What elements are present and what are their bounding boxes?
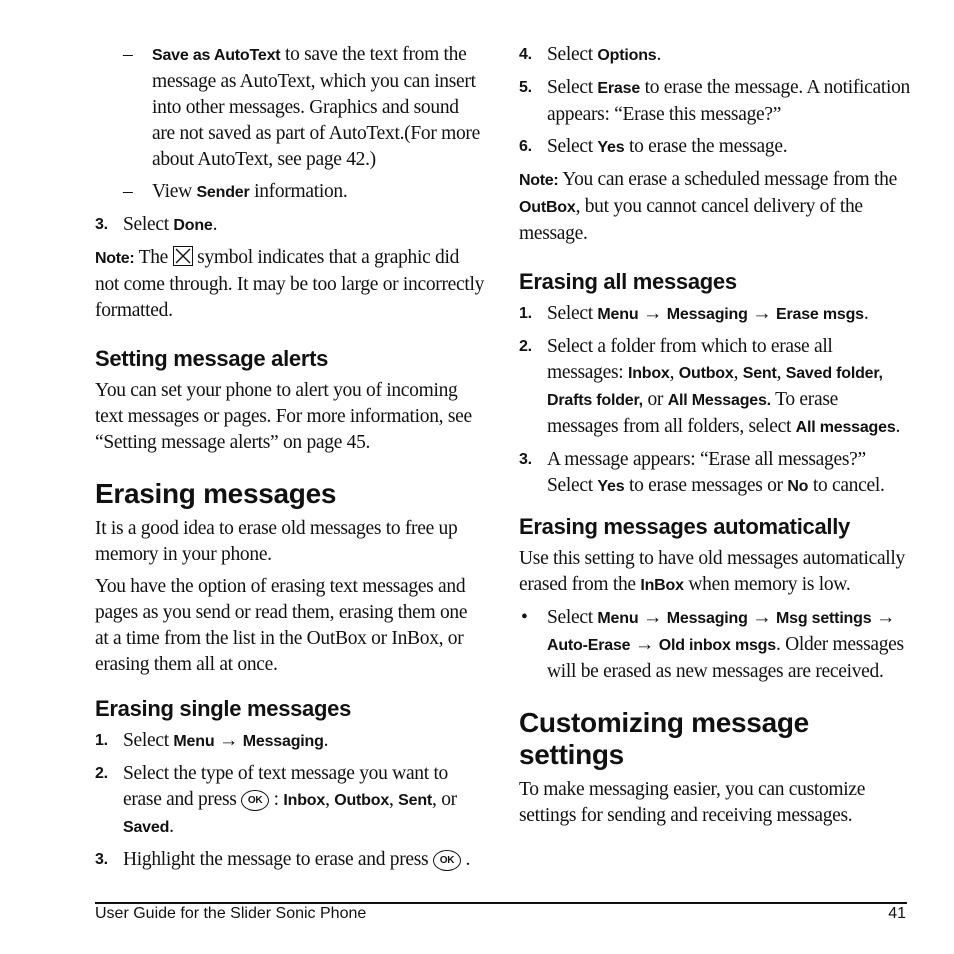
all-step-2	[519, 334, 911, 441]
messaging-label: Messaging	[242, 733, 324, 750]
step-pre: Highlight the message to erase and press	[123, 849, 433, 870]
saved-label: Saved	[123, 819, 170, 836]
options-label: Options	[597, 47, 657, 64]
save-as-autotext-label: Save as AutoText	[152, 47, 281, 64]
step-pre: Select	[547, 136, 598, 157]
all-messages-label: All Messages.	[667, 392, 771, 409]
note-scheduled-message	[519, 167, 911, 247]
note-missing-graphic	[95, 245, 485, 324]
step-number: 3.	[95, 216, 108, 233]
all-step-1	[519, 301, 911, 328]
note-label: Note:	[95, 250, 135, 267]
customizing-text: To make messaging easier, you can customize settings for sending and receiving messages.	[519, 779, 866, 826]
menu-label: Menu	[597, 306, 639, 323]
sent-label: Sent	[742, 365, 777, 382]
step-number: 1.	[95, 732, 108, 749]
erase-label: Erase	[597, 80, 641, 97]
single-step-3	[95, 847, 485, 873]
step-post: to cancel.	[808, 475, 885, 496]
left-column	[95, 42, 485, 879]
all-step-3	[519, 447, 911, 500]
erasing-paragraph-2: You have the option of erasing text messages and pages as you send or read them, erasing them one at a time from the list in the OutBox or InBox, or erasing them all at once.	[95, 576, 468, 675]
inbox-label: Inbox	[283, 792, 326, 809]
arrow: →	[638, 607, 667, 628]
step-pre: Select the type of text message you want to erase and press	[123, 763, 449, 810]
step-6-yes	[519, 134, 911, 161]
step-pre: Select	[547, 303, 598, 324]
customizing-message-settings-heading: Customizing message settings	[519, 707, 809, 770]
step-3-done	[95, 212, 485, 239]
separator: ,	[389, 789, 399, 810]
note-label: Note:	[519, 172, 559, 189]
separator: ,	[776, 362, 786, 383]
menu-label: Menu	[173, 733, 215, 750]
separator: ,	[733, 362, 743, 383]
all-messages-option-label: All messages	[795, 419, 896, 436]
arrow: →	[747, 607, 777, 628]
note-post: , but you cannot cancel delivery of the message.	[519, 196, 863, 244]
yes-label: Yes	[597, 478, 625, 495]
done-label: Done	[173, 217, 213, 234]
dash-mark: –	[123, 181, 133, 202]
sub-item-text: information.	[249, 181, 348, 202]
separator: , or	[432, 789, 457, 810]
step-post: .	[460, 849, 471, 870]
separator: ,	[325, 789, 335, 810]
single-step-2	[95, 761, 485, 841]
single-step-1	[95, 728, 485, 755]
step-post: .	[169, 816, 174, 837]
colon: :	[269, 789, 284, 810]
bullet-post: . Older messages will be erased as new messages are received.	[547, 634, 904, 682]
sub-item-pre: View	[152, 181, 197, 202]
step-number: 4.	[519, 46, 532, 63]
auto-text-pre: Use this setting to have old messages automatically erased from the	[519, 548, 905, 595]
erasing-messages-heading: Erasing messages	[95, 478, 337, 509]
no-label: No	[787, 478, 809, 495]
alerts-text: You can set your phone to alert you of incoming text messages or pages. For more information, see “Setting message alerts” on page 45.	[95, 380, 472, 453]
sub-item-save-autotext	[95, 42, 485, 173]
erasing-single-messages-heading: Erasing single messages	[95, 696, 352, 721]
step-pre: Select	[547, 77, 598, 98]
erase-msgs-label: Erase msgs	[776, 306, 864, 323]
sent-label: Sent	[398, 792, 433, 809]
messaging-label: Messaging	[666, 306, 748, 323]
note-pre: The	[134, 247, 173, 268]
inbox-label: Inbox	[627, 365, 670, 382]
arrow: →	[214, 730, 243, 751]
ok-key-icon: OK	[241, 790, 269, 811]
step-post: .	[863, 303, 869, 324]
ok-key-icon: OK	[433, 850, 461, 871]
step-mid: To erase messages from all folders, select	[547, 389, 838, 437]
erasing-all-messages-heading: Erasing all messages	[519, 269, 737, 294]
dash-mark: –	[123, 44, 133, 65]
page-number: 41	[888, 905, 906, 922]
inbox-label: InBox	[640, 577, 684, 594]
sender-label: Sender	[196, 184, 250, 201]
step-4-options	[519, 42, 911, 69]
step-post: .	[895, 416, 901, 437]
auto-erase-text	[519, 546, 911, 599]
arrow: →	[630, 634, 659, 655]
auto-erase-bullet	[519, 605, 911, 685]
menu-label: Menu	[597, 610, 639, 627]
footer-divider	[95, 902, 907, 904]
arrow: →	[638, 303, 667, 324]
erasing-paragraph-1: It is a good idea to erase old messages to free up memory in your phone.	[95, 518, 458, 565]
sub-item-view-sender	[95, 179, 485, 206]
step-number: 1.	[519, 305, 532, 322]
step-number: 2.	[95, 765, 108, 782]
step-number: 3.	[95, 851, 108, 868]
sub-item-text: to save the text from the message as AutoText, which you can insert into other messages. Graphics and sound are not saved as part of AutoText.(For more about AutoText, see page 42.)	[152, 44, 480, 170]
yes-label: Yes	[597, 139, 625, 156]
bullet-pre: Select	[547, 607, 598, 628]
old-inbox-msgs-label: Old inbox msgs	[658, 637, 776, 654]
outbox-label: Outbox	[334, 792, 390, 809]
auto-text-post: when memory is low.	[683, 574, 851, 595]
step-pre: Select	[547, 44, 598, 65]
bullet-mark: •	[521, 607, 528, 628]
step-post: .	[656, 44, 662, 65]
step-number: 3.	[519, 451, 532, 468]
step-post: to erase the message.	[624, 136, 788, 157]
step-post: .	[323, 730, 329, 751]
note-pre: You can erase a scheduled message from the	[558, 169, 897, 190]
step-mid: to erase messages or	[624, 475, 788, 496]
step-pre: A message appears: “Erase all messages?” Select	[547, 449, 866, 496]
step-pre: Select	[123, 730, 174, 751]
separator: ,	[669, 362, 679, 383]
step-number: 6.	[519, 138, 532, 155]
step-5-erase	[519, 75, 911, 128]
setting-message-alerts-heading: Setting message alerts	[95, 346, 329, 371]
right-column	[519, 42, 911, 829]
separator: or	[642, 389, 668, 410]
step-pre: Select a folder from which to erase all messages:	[547, 336, 833, 383]
arrow: →	[871, 607, 896, 628]
step-pre: Select	[123, 214, 174, 235]
erasing-messages-automatically-heading: Erasing messages automatically	[519, 514, 850, 539]
step-post: .	[212, 214, 218, 235]
step-number: 5.	[519, 79, 532, 96]
footer-title: User Guide for the Slider Sonic Phone	[95, 905, 367, 922]
msg-settings-label: Msg settings	[776, 610, 872, 627]
saved-drafts-label: Saved folder, Drafts folder,	[547, 365, 883, 409]
arrow: →	[747, 303, 777, 324]
outbox-label: OutBox	[519, 199, 576, 216]
messaging-label: Messaging	[666, 610, 748, 627]
step-number: 2.	[519, 338, 532, 355]
outbox-label: Outbox	[678, 365, 734, 382]
note-post: symbol indicates that a graphic did not come through. It may be too large or incorrectly formatted.	[95, 247, 485, 321]
missing-graphic-icon	[173, 246, 193, 266]
step-post: to erase the message. A notification appears: “Erase this message?”	[547, 77, 910, 125]
auto-erase-label: Auto-Erase	[547, 637, 631, 654]
